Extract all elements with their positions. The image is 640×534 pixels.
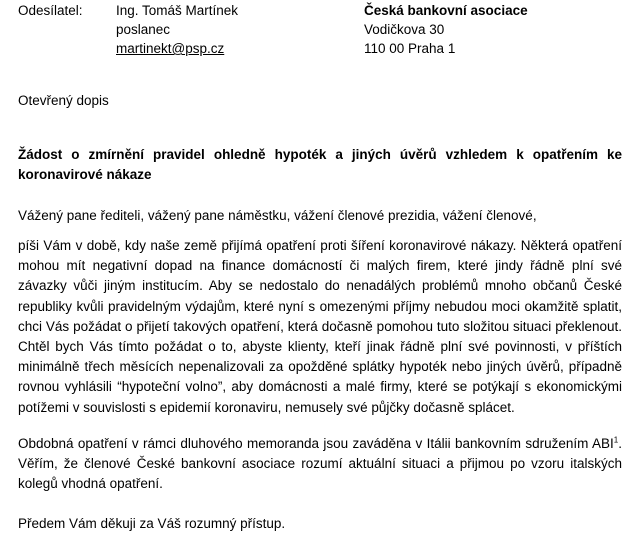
- closing-line: Předem Vám děkuji za Váš rozumný přístup.: [18, 516, 286, 531]
- sender-name: Ing. Tomáš Martínek: [116, 3, 239, 18]
- sender-block: [116, 1, 238, 58]
- footnote-mark[interactable]: 1: [613, 435, 619, 445]
- recipient-street: Vodičkova 30: [364, 22, 445, 37]
- paragraph-2-text-after: . Věřím, že členové České bankovní asociace rozumí aktuální situaci a přijmou po vzoru italských kolegů vhodná opatření.: [18, 436, 622, 492]
- sender-label-block: [18, 1, 83, 20]
- sender-label: Odesílatel:: [18, 3, 83, 18]
- sender-email-link[interactable]: martinekt@psp.cz: [116, 41, 225, 56]
- paragraph-2-text-before: Obdobná opatření v rámci dluhového memoranda jsou zaváděna v Itálii bankovním sdružením ABI: [18, 436, 614, 451]
- sender-role: poslanec: [116, 22, 171, 37]
- recipient-name: Česká bankovní asociace: [364, 3, 528, 18]
- recipient-block: [364, 1, 528, 58]
- body-paragraph-1: píši Vám v době, kdy naše země přijímá opatření proti šíření koronavirové nákazy. Některá opatření mohou mít negativní dopad na finance domácností či malých firem, které jindy řádně plní své závazky vůči jiným institucím. Aby se nedostalo do nenadálých problémů mnoho občanů České republiky kvůli pravidelným výdajům, které nyní s omezenými příjmy nebudou moci okamžitě splatit, chci Vás požádat o přijetí takových opatření, která dočasně pomohou tuto složitou situaci překlenout. Chtěl bych Vás tímto požádat o to, abyste klienty, kteří jinak řádně plní své povinnosti, v příštích minimálně třech měsících nepenalizovali za opožděné splátky hypoték nebo jiných úvěrů, případně rovnou vyhlásili “hypoteční volno”, aby domácnosti a malé firmy, které se potýkají s ekonomickými potížemi v souvislosti s epidemií koronaviru, nemusely své půjčky dočasně splácet.: [18, 238, 622, 415]
- recipient-city: 110 00 Praha 1: [364, 41, 456, 56]
- body-paragraph-2: [18, 434, 622, 495]
- salutation: Vážený pane řediteli, vážený pane náměstku, vážení členové prezidia, vážení členové,: [18, 208, 537, 223]
- letter-type: Otevřený dopis: [18, 93, 109, 108]
- letter-subject: Žádost o zmírnění pravidel ohledně hypoték a jiných úvěrů vzhledem k opatřením ke koronavirové nákaze: [18, 147, 622, 182]
